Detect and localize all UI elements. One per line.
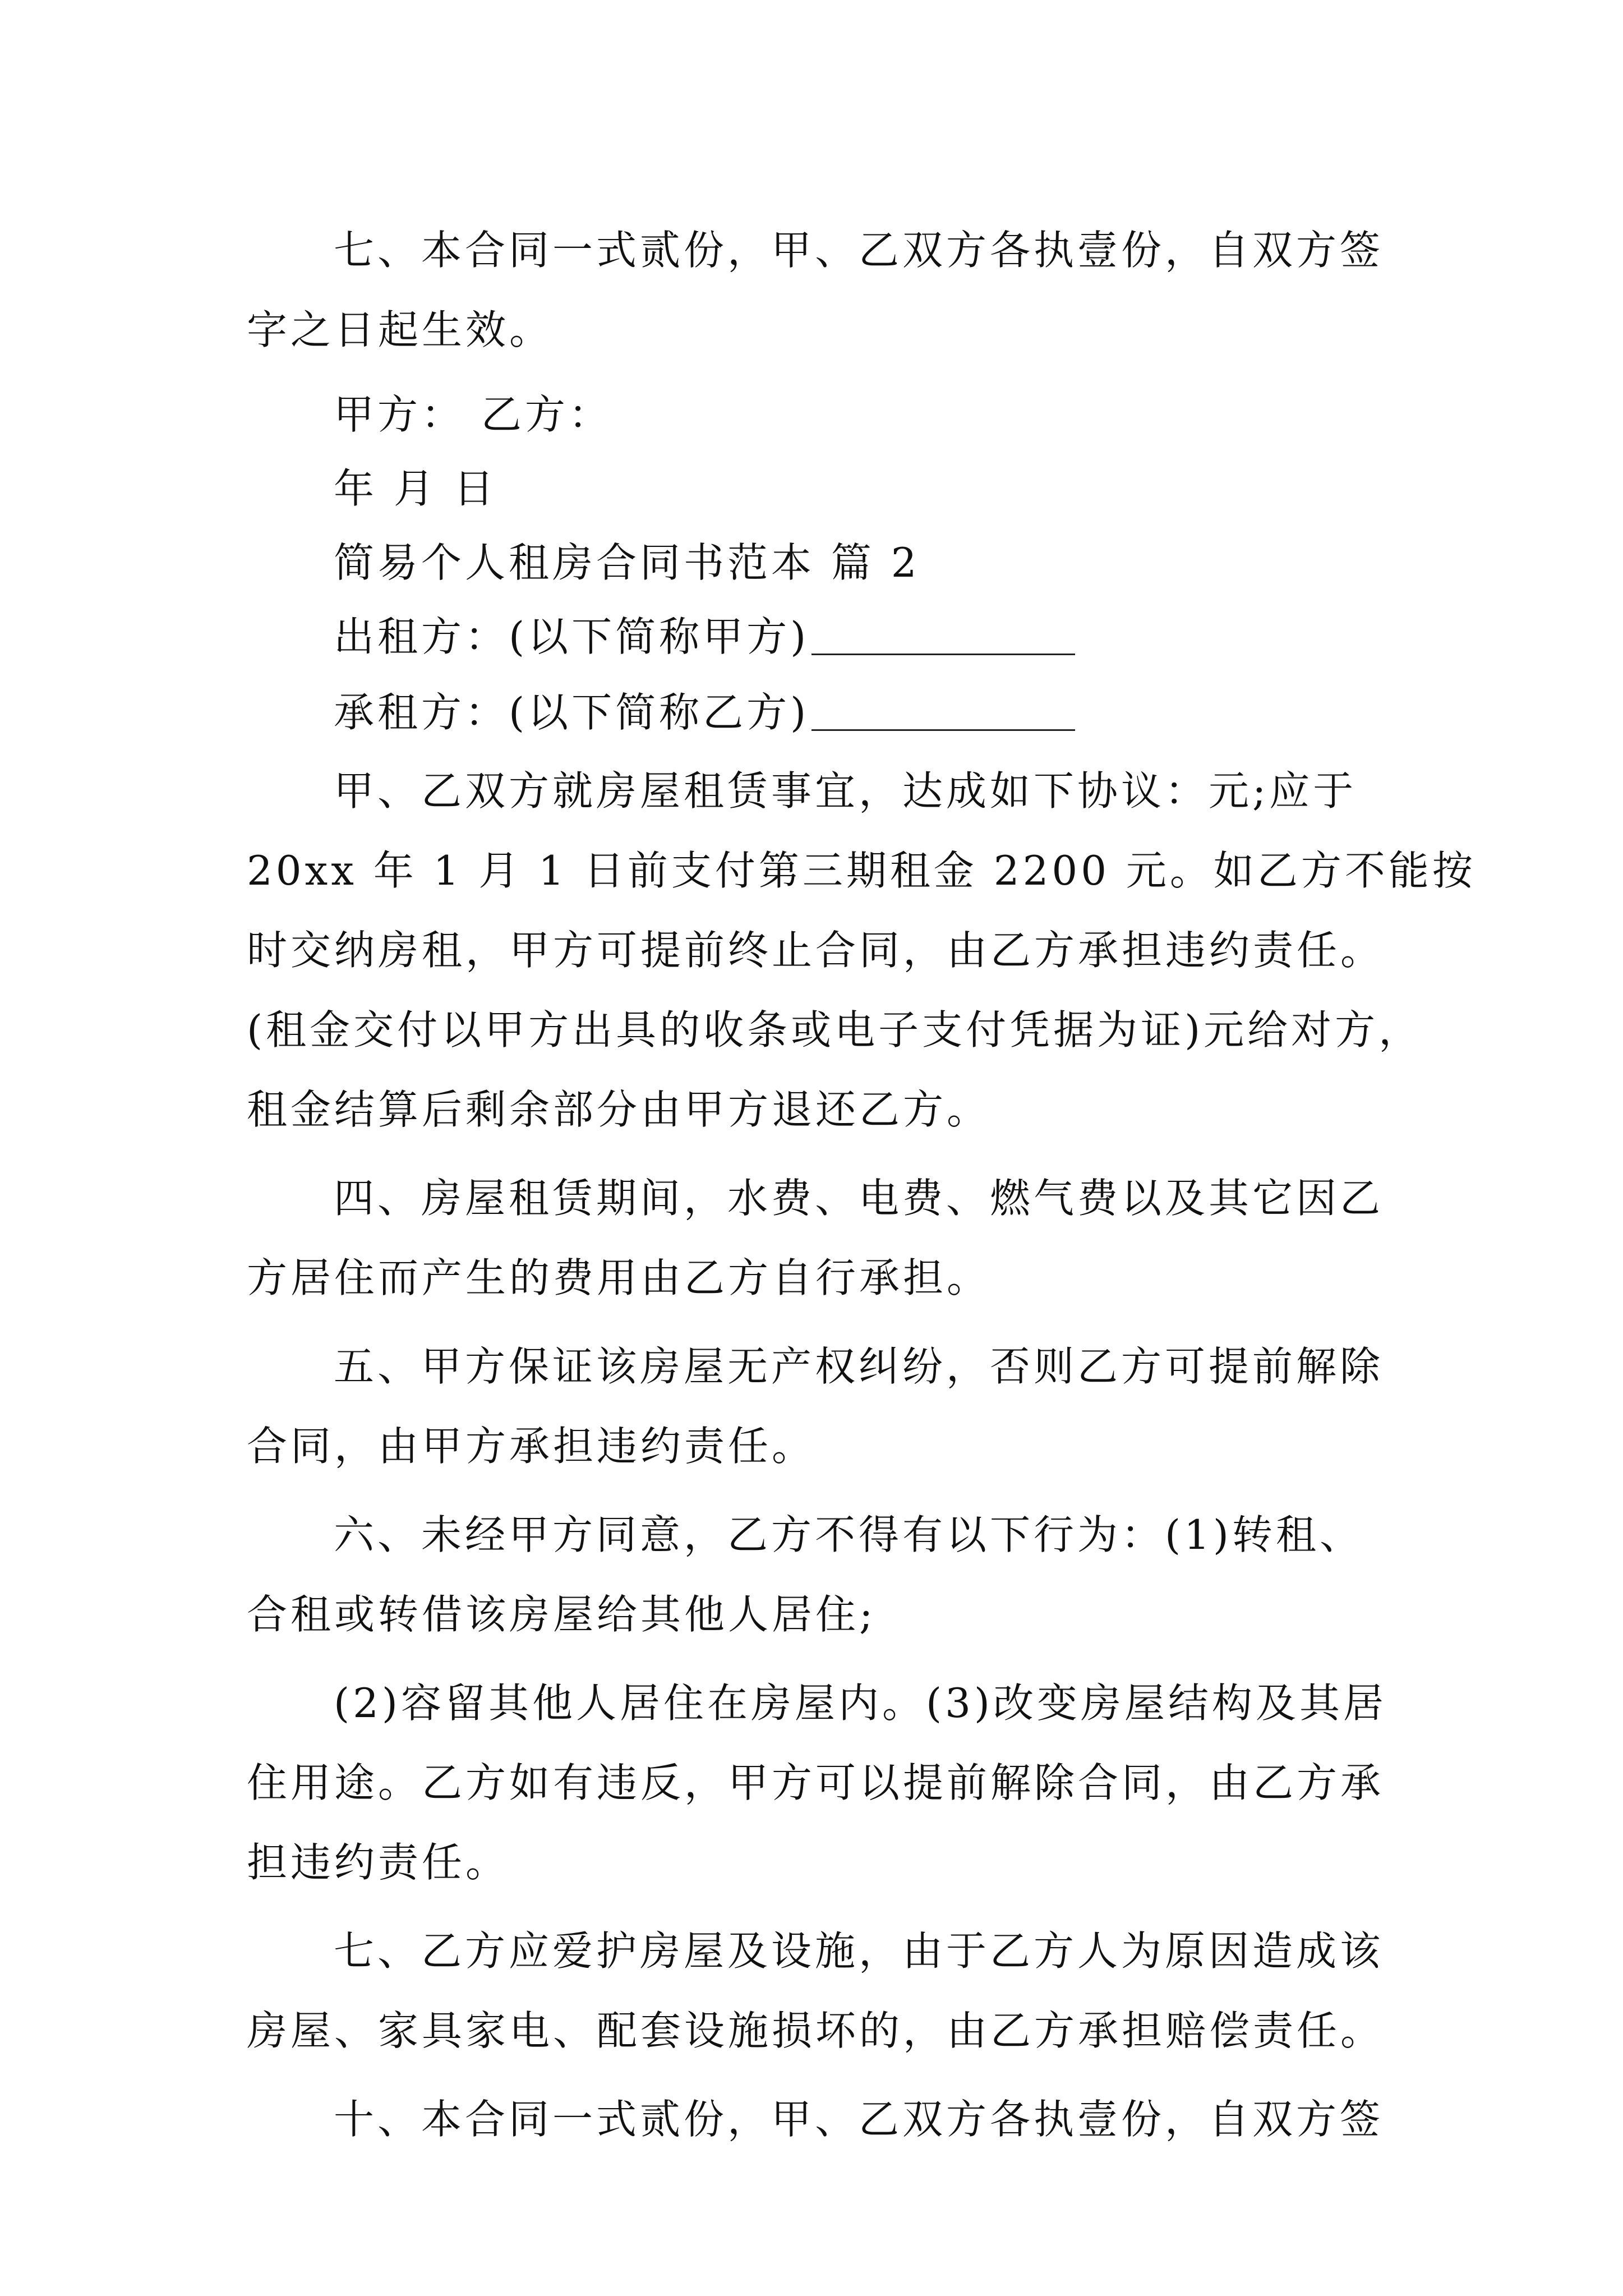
line-text: 租金结算后剩余部分由甲方退还乙方。: [247, 1086, 991, 1133]
line-text: 十、本合同一式贰份，甲、乙双方各执壹份，自双方签: [334, 2096, 1384, 2143]
line-text: 时交纳房租，甲方可提前终止合同，由乙方承担违约责任。: [247, 927, 1385, 974]
document-body: [247, 210, 1476, 2159]
line-text: 20xx 年 1 月 1 日前支付第三期租金 2200 元。如乙方不能按: [247, 847, 1476, 894]
line-text: (2)容留其他人居住在房屋内。(3)改变房屋结构及其居: [334, 1680, 1387, 1727]
line-text: 合同，由甲方承担违约责任。: [247, 1423, 816, 1470]
line-text: 甲方： 乙方：: [334, 391, 612, 438]
line-text: 六、未经甲方同意，乙方不得有以下行为：(1)转租、: [334, 1511, 1363, 1558]
section-heading: [247, 526, 1374, 600]
text-line: [247, 1991, 1385, 2070]
text-line: [247, 1158, 1384, 1238]
text-line: [247, 1406, 1374, 1486]
line-text: 甲、乙双方就房屋租赁事宜，达成如下协议：元;应于: [334, 767, 1357, 815]
text-line: [247, 210, 1384, 290]
text-line: [247, 290, 1374, 370]
lessor-line: [247, 600, 1374, 674]
line-text: 年 月 日: [334, 465, 497, 512]
line-text: 承租方：(以下简称乙方): [334, 689, 810, 736]
line-text: 五、甲方保证该房屋无产权纠纷，否则乙方可提前解除: [334, 1343, 1384, 1390]
lessee-blank-underline: [811, 689, 1075, 731]
line-text: 出租方：(以下简称甲方): [334, 613, 810, 660]
line-text: 字之日起生效。: [247, 306, 554, 353]
text-line: [247, 378, 1374, 452]
text-line: [247, 1911, 1384, 1991]
text-line: [247, 1238, 1374, 1318]
text-line: [247, 751, 1374, 831]
text-line: [247, 1663, 1387, 1743]
text-line: [247, 1327, 1384, 1406]
line-text: 住用途。乙方如有违反，甲方可以提前解除合同，由乙方承: [247, 1759, 1385, 1806]
text-line: [247, 1070, 1374, 1149]
text-line: [247, 2079, 1384, 2159]
text-line: [247, 990, 1423, 1070]
lessor-blank-underline: [811, 613, 1075, 655]
text-line: [247, 1495, 1374, 1575]
line-text: 担违约责任。: [247, 1839, 510, 1886]
line-text: 合租或转借该房屋给其他人居住;: [247, 1591, 877, 1638]
text-line: [247, 452, 1374, 526]
text-line: [247, 1575, 1374, 1654]
line-text: 四、房屋租赁期间，水费、电费、燃气费以及其它因乙: [334, 1175, 1384, 1222]
text-line: [247, 831, 1476, 910]
line-text: 房屋、家具家电、配套设施损坏的，由乙方承担赔偿责任。: [247, 2007, 1385, 2054]
text-line: [247, 1823, 1374, 1902]
line-text: 方居住而产生的费用由乙方自行承担。: [247, 1254, 991, 1301]
line-text: (租金交付以甲方出具的收条或电子支付凭据为证)元给对方，: [247, 1006, 1423, 1053]
text-line: [247, 910, 1385, 990]
lessee-line: [247, 674, 1374, 751]
text-line: [247, 1743, 1385, 1823]
line-text: 七、本合同一式贰份，甲、乙双方各执壹份，自双方签: [334, 227, 1384, 274]
heading-text: 简易个人租房合同书范本 篇 2: [334, 539, 920, 586]
line-text: 七、乙方应爱护房屋及设施，由于乙方人为原因造成该: [334, 1927, 1384, 1975]
